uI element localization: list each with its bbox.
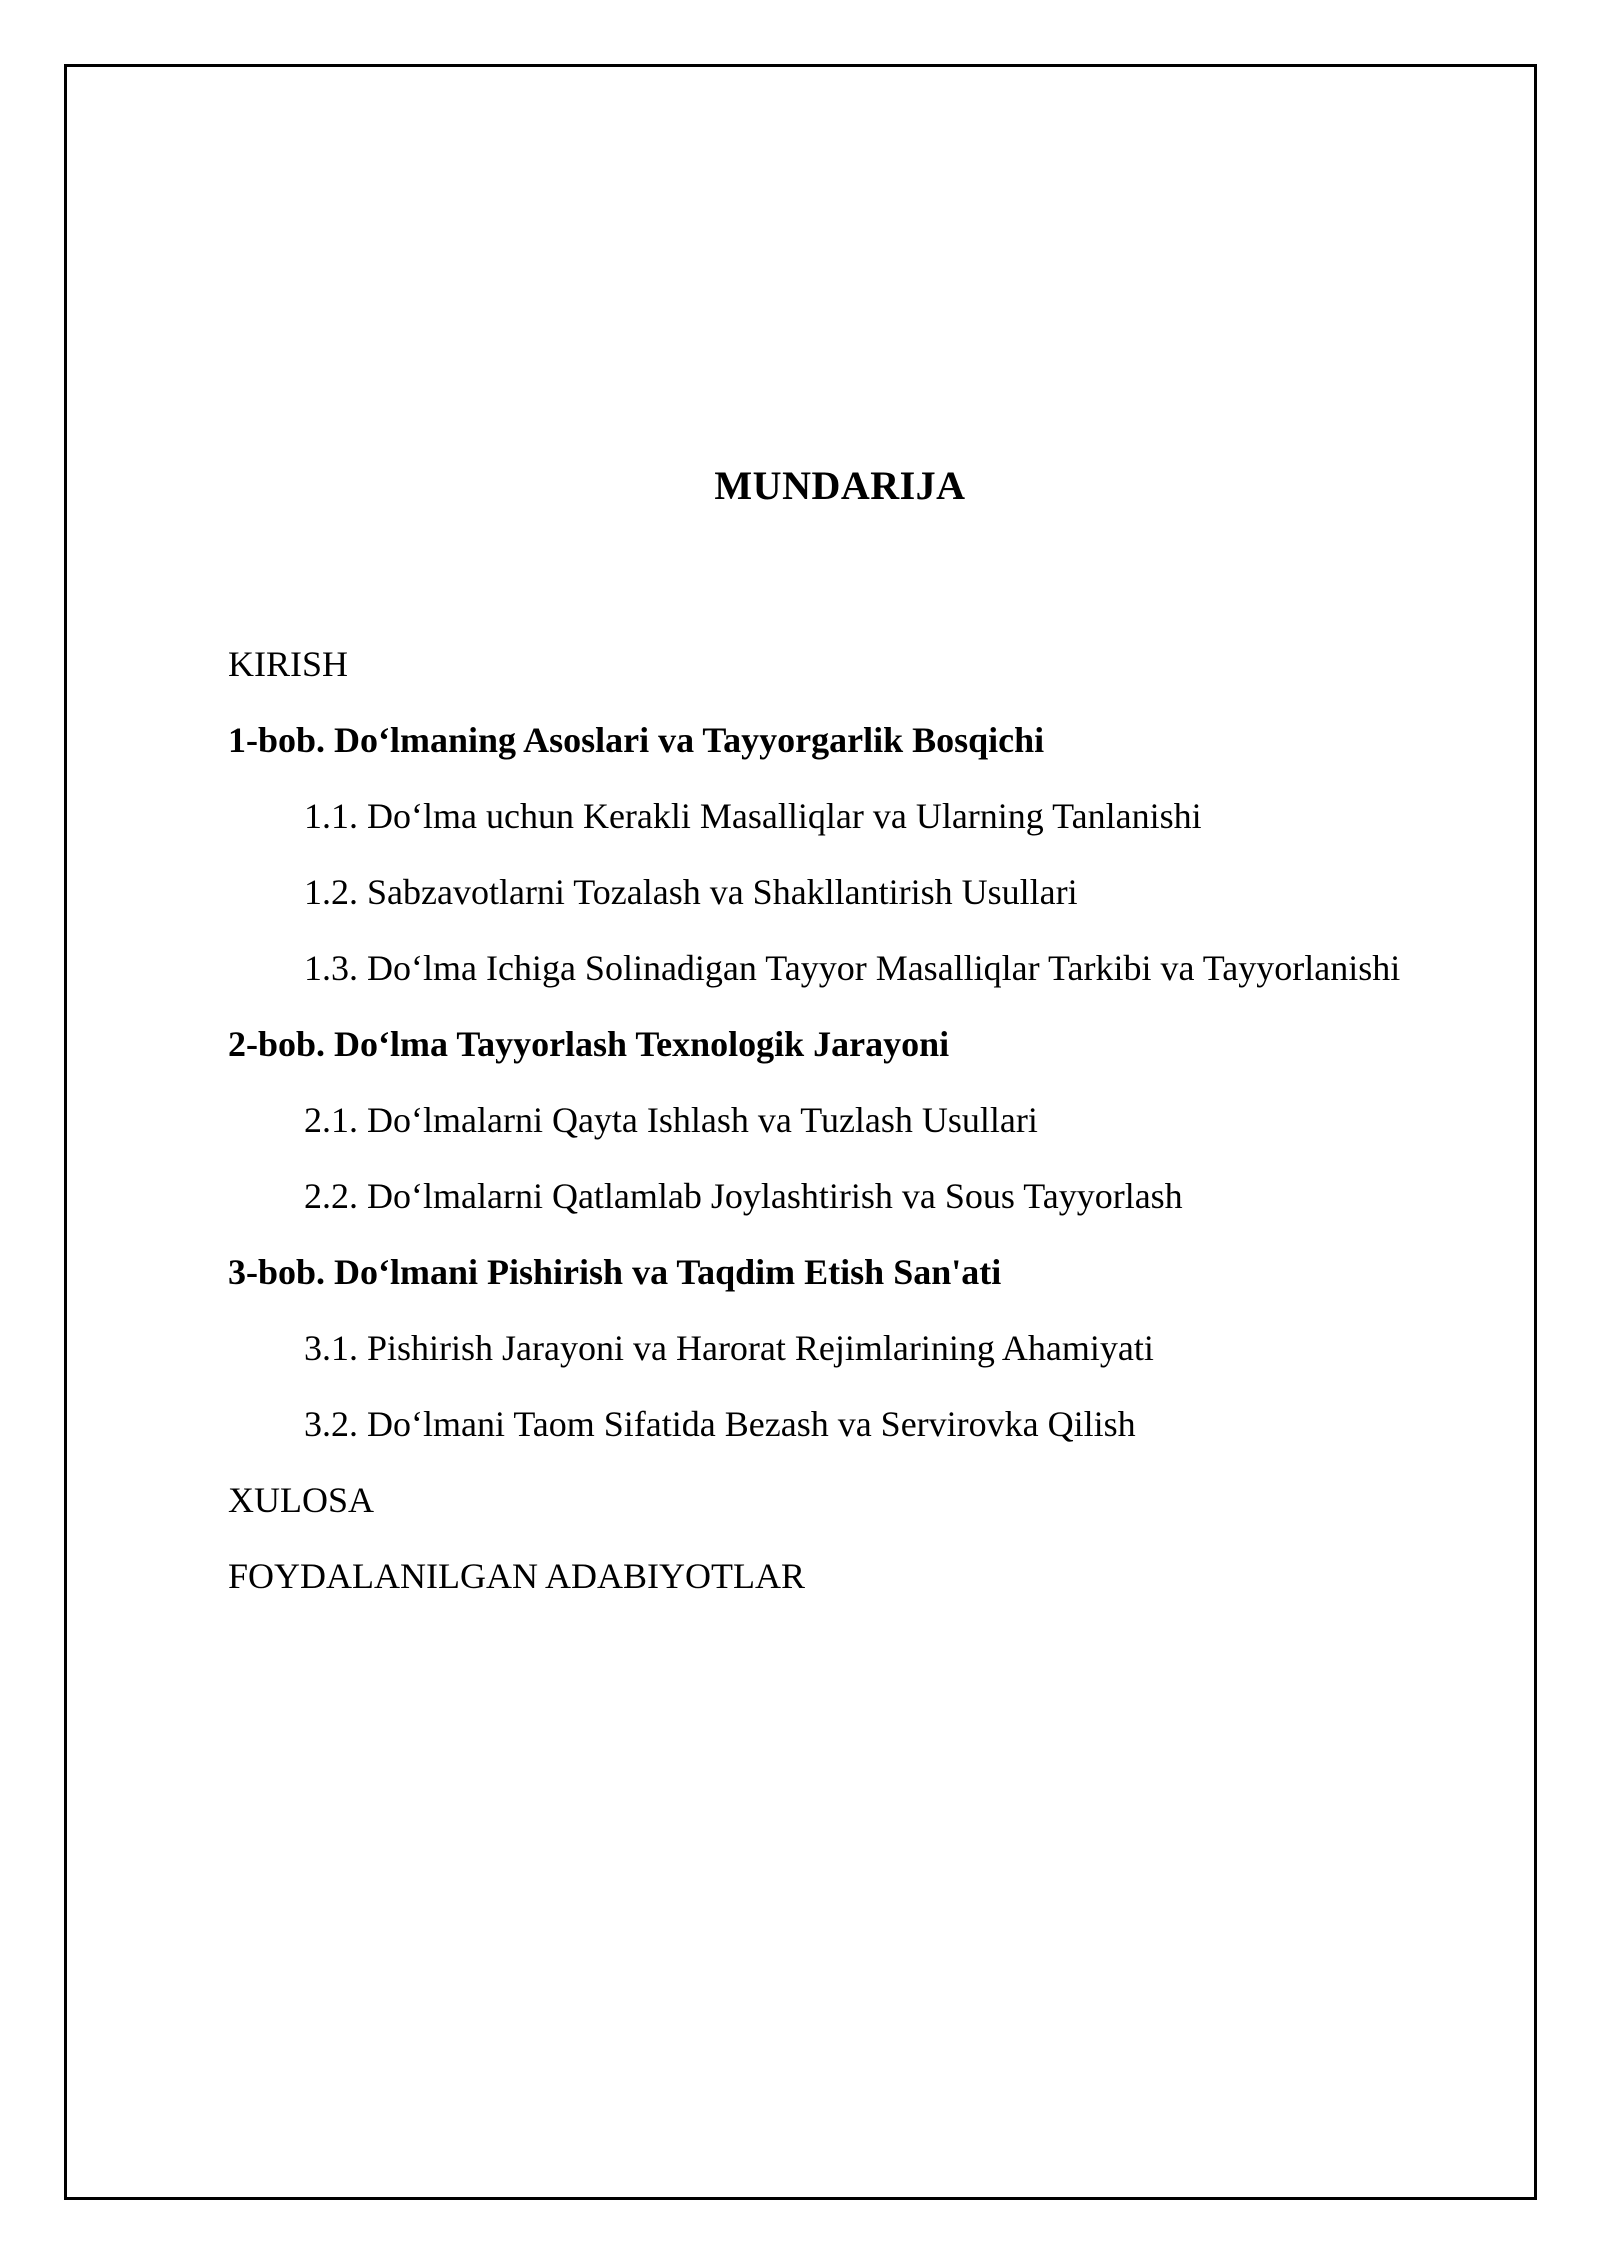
toc-chapter-3: 3-bob. Do‘lmani Pishirish va Taqdim Etish San'ati bbox=[228, 1252, 1002, 1292]
toc-chapter-1: 1-bob. Do‘lmaning Asoslari va Tayyorgarlik Bosqichi bbox=[228, 720, 1045, 760]
toc-section-3-1: 3.1. Pishirish Jarayoni va Harorat Rejimlarining Ahamiyati bbox=[304, 1328, 1154, 1368]
toc-section-2-2: 2.2. Do‘lmalarni Qatlamlab Joylashtirish va Sous Tayyorlash bbox=[304, 1176, 1183, 1216]
toc-section-2-1: 2.1. Do‘lmalarni Qayta Ishlash va Tuzlash Usullari bbox=[304, 1100, 1038, 1140]
page-title: MUNDARIJA bbox=[714, 463, 966, 508]
toc-entry-references: FOYDALANILGAN ADABIYOTLAR bbox=[228, 1556, 805, 1596]
toc-entry-introduction: KIRISH bbox=[228, 644, 349, 684]
toc-section-1-1: 1.1. Do‘lma uchun Kerakli Masalliqlar va Ularning Tanlanishi bbox=[304, 796, 1202, 836]
toc-section-3-2: 3.2. Do‘lmani Taom Sifatida Bezash va Servirovka Qilish bbox=[304, 1404, 1136, 1444]
toc-chapter-2: 2-bob. Do‘lma Tayyorlash Texnologik Jarayoni bbox=[228, 1024, 950, 1064]
table-of-contents bbox=[228, 640, 1528, 1628]
toc-section-1-2: 1.2. Sabzavotlarni Tozalash va Shakllantirish Usullari bbox=[304, 872, 1078, 912]
toc-entry-conclusion: XULOSA bbox=[228, 1480, 375, 1520]
toc-section-1-3: 1.3. Do‘lma Ichiga Solinadigan Tayyor Masalliqlar Tarkibi va Tayyorlanishi bbox=[304, 948, 1401, 988]
